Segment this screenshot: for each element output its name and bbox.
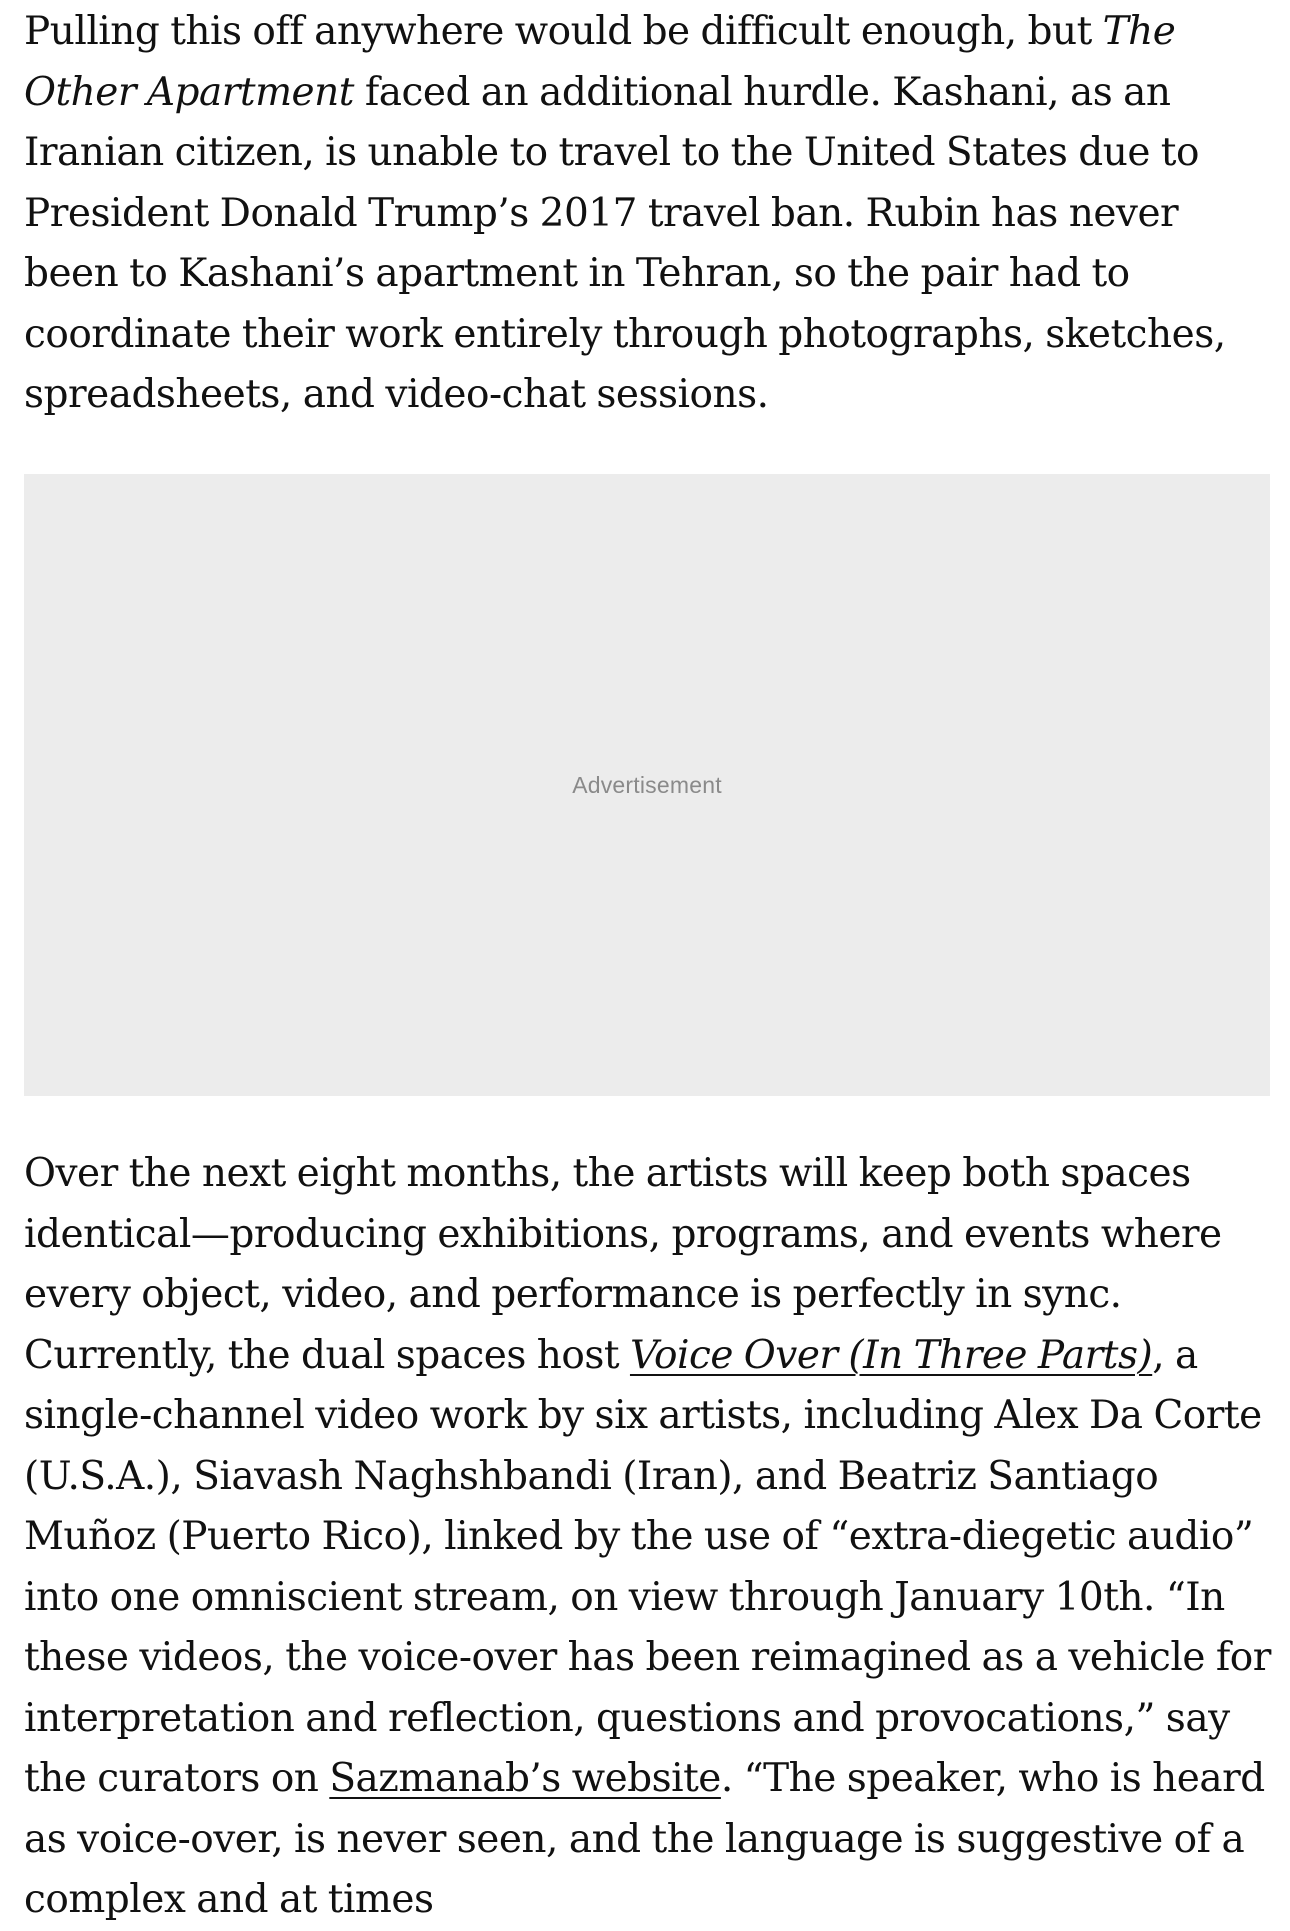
article-paragraph-1 [24, 2, 1274, 426]
sazmanab-website-link[interactable]: Sazmanab’s website [329, 1756, 721, 1801]
advertisement-label: Advertisement [572, 771, 722, 798]
advertisement-slot[interactable] [24, 474, 1270, 1096]
paragraph-2-text-b: , a single-channel video work by six artists, including Alex Da Corte (U.S.A.), Siavash Naghshbandi (Iran), and Beatriz Santiago Muñoz (Puerto Rico), linked by the use of “extra-diegetic audio” into one omniscient stream, on view through January 10th. “In these videos, the voice-over has been reimagined as a vehicle for interpretation and reflection, questions and provocations,” say the curators on [24, 1332, 1271, 1801]
exhibition-link[interactable] [630, 1333, 1152, 1378]
artwork-title: The Other Apartment [24, 9, 1176, 115]
paragraph-2-text-c: . “The speaker, who is heard as voice-over, is never seen, and the language is suggestive of a complex and at times [24, 1756, 1265, 1922]
paragraph-1-text-b: faced an additional hurdle. Kashani, as an Iranian citizen, is unable to travel to the United States due to President Donald Trump’s 2017 travel ban. Rubin has never been to Kashani’s apartment in Tehran, so the pair had to coordinate their work entirely through photographs, sketches, spreadsheets, and video-chat sessions. [24, 69, 1226, 417]
article-paragraph-2 [24, 1144, 1274, 1931]
paragraph-2-text-a: Over the next eight months, the artists will keep both spaces identical—producing exhibitions, programs, and events where every object, video, and performance is perfectly in sync. Currently, the dual spaces host [24, 1151, 1222, 1378]
exhibition-link-title: Voice Over (In Three Parts) [629, 1332, 1153, 1378]
paragraph-1-text-a: Pulling this off anywhere would be difficult enough, but [24, 9, 1103, 54]
